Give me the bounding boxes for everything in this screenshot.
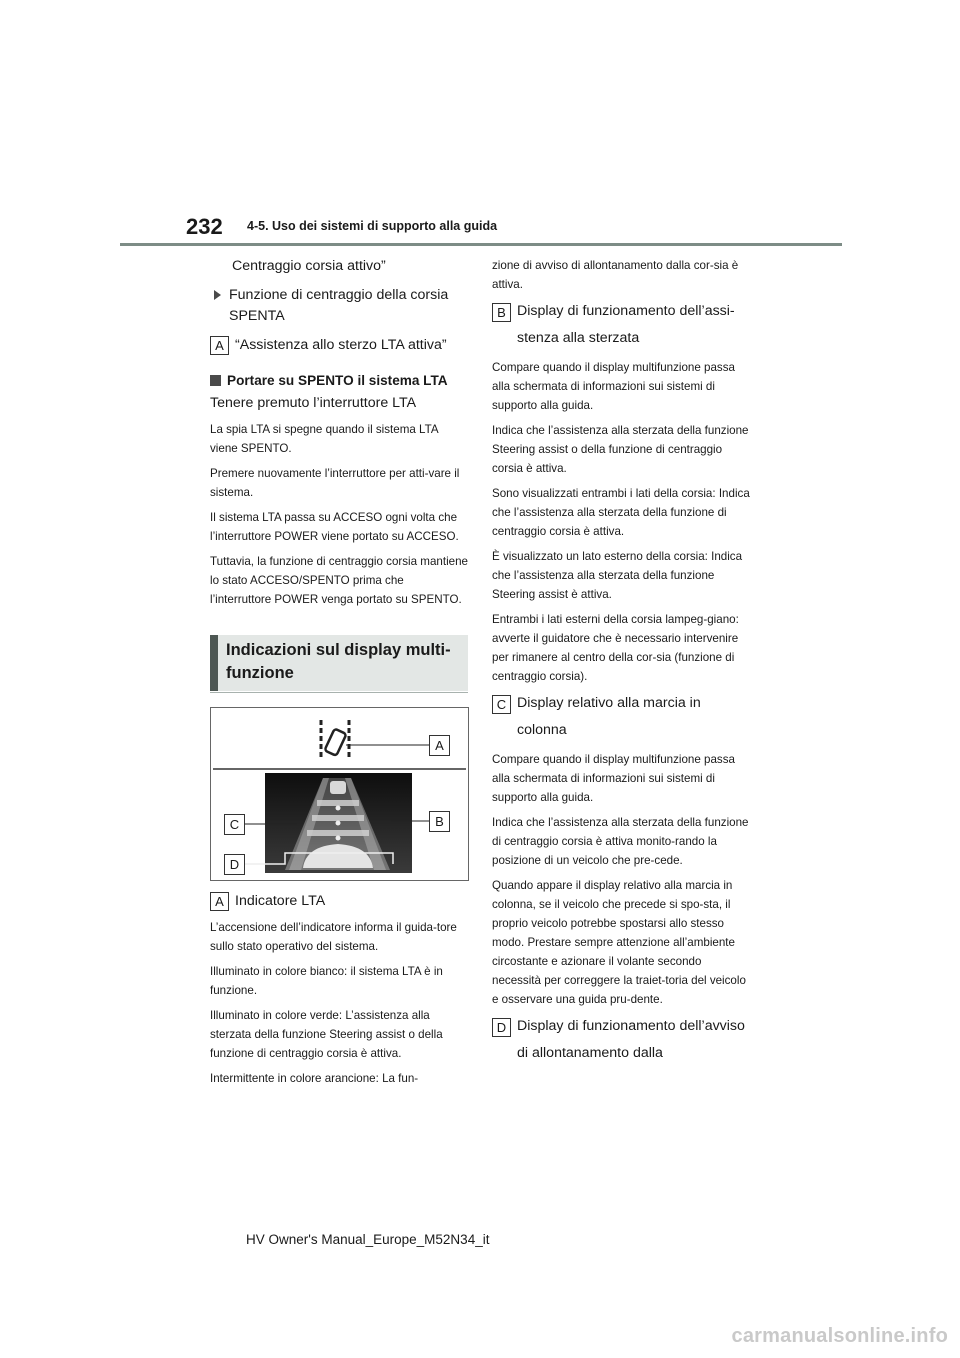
page-number: 232: [186, 214, 223, 239]
paragraph: L’accensione dell’indicatore informa il guida-tore sullo stato operativo del sistema.: [210, 921, 457, 953]
paragraph: Sono visualizzati entrambi i lati della corsia: Indica che l’assistenza alla sterzata della funzione di centraggio corsia è attiva.: [492, 487, 750, 538]
figure-label-a: A: [429, 735, 450, 756]
multi-info-display-illustration: [211, 708, 468, 880]
left-column: [210, 256, 468, 1094]
paragraph: Indica che l’assistenza alla sterzata della funzione di centraggio corsia è attiva monito-rando la posizione di un veicolo che pre-cede.: [492, 816, 749, 867]
continued-line: Centraggio corsia attivo”: [232, 258, 386, 274]
item-c-line: [492, 694, 752, 744]
label-b-box: B: [492, 303, 511, 322]
label-d-box: D: [492, 1018, 511, 1037]
indicator-title: Indicatore LTA: [235, 893, 326, 909]
square-bullet-icon: [210, 375, 221, 386]
label-a-box: A: [210, 892, 229, 911]
triangle-bullet-icon: [214, 290, 221, 300]
section-heading: Indicazioni sul display multi-funzione: [226, 641, 451, 682]
section-heading-box: [210, 635, 468, 691]
paragraph: Illuminato in colore verde: L’assistenza alla sterzata della funzione Steering assist o della funzione di centraggio corsia è attiva.: [210, 1009, 443, 1060]
figure-label-b: B: [429, 811, 450, 832]
label-a-box: A: [210, 336, 229, 355]
item-b-title: Display di funzionamento dell’assi-stenza alla sterzata: [517, 303, 735, 346]
paragraph: Il sistema LTA passa su ACCESO ogni volta che l’interruttore POWER viene portato su ACCESO.: [210, 511, 459, 543]
paragraph: Compare quando il display multifunzione passa alla schermata di informazioni sui sistemi di supporto alla guida.: [492, 753, 735, 804]
item-d-line: [492, 1017, 752, 1067]
paragraph: zione di avviso di allontanamento dalla cor-sia è attiva.: [492, 259, 739, 291]
display-figure: [210, 707, 469, 881]
hold-switch-text: Tenere premuto l’interruttore LTA: [210, 395, 417, 411]
indicator-title-line: [210, 891, 468, 912]
paragraph: Premere nuovamente l’interruttore per atti-vare il sistema.: [210, 467, 460, 499]
paragraph: Compare quando il display multifunzione passa alla schermata di informazioni sui sistemi di supporto alla guida.: [492, 361, 735, 412]
figure-label-c: C: [224, 814, 245, 835]
paragraph: È visualizzato un lato esterno della corsia: Indica che l’assistenza alla sterzata della funzione Steering assist è attiva.: [492, 550, 743, 601]
paragraph: Entrambi i lati esterni della corsia lampeg-giano: avverte il guidatore che è necessario intervenire per rimanere al centro della cor-sia (funzione di centraggio corsia).: [492, 613, 739, 683]
item-a-text: “Assistenza allo sterzo LTA attiva”: [235, 337, 447, 353]
paragraph: Intermittente in colore arancione: La fun-: [210, 1072, 419, 1085]
section-title: 4-5. Uso dei sistemi di supporto alla guida: [247, 219, 498, 233]
right-column: [492, 256, 752, 1073]
paragraph: Indica che l’assistenza alla sterzata della funzione Steering assist o della funzione di centraggio corsia è attiva.: [492, 424, 749, 475]
item-c-title: Display relativo alla marcia in colonna: [517, 695, 701, 738]
subheading-off: [210, 370, 468, 391]
figure-label-d: D: [224, 854, 245, 875]
subheading-text: Portare su SPENTO il sistema LTA: [227, 373, 448, 388]
paragraph: La spia LTA si spegne quando il sistema LTA viene SPENTO.: [210, 423, 438, 455]
lead-vehicle-icon: [330, 781, 346, 794]
footer-text: HV Owner's Manual_Europe_M52N34_it: [246, 1232, 490, 1247]
bullet-text: Funzione di centraggio della corsia SPENTA: [229, 287, 449, 324]
item-b-line: [492, 302, 752, 352]
lta-indicator-icon: [321, 720, 429, 760]
bullet-item: [210, 285, 468, 327]
item-a-line: [210, 335, 468, 356]
paragraph: Illuminato in colore bianco: il sistema LTA è in funzione.: [210, 965, 443, 997]
item-d-title: Display di funzionamento dell’avviso di allontanamento dalla: [517, 1018, 745, 1061]
header-rule: [120, 243, 842, 246]
paragraph: Quando appare il display relativo alla marcia in colonna, se il veicolo che precede si spo-sta, il proprio veicolo potrebbe spostarsi allo stesso modo. Prestare sempre attenzione all’ambiente circostante e azionare il volante secondo necessità per correggere la traiet-toria del veicolo e osservare una guida pru-dente.: [492, 879, 746, 1006]
section-heading-rule: [210, 692, 468, 693]
label-c-box: C: [492, 695, 511, 714]
paragraph: Tuttavia, la funzione di centraggio corsia mantiene lo stato ACCESO/SPENTO prima che l’interruttore POWER venga portato su SPENTO.: [210, 555, 469, 606]
watermark: carmanualsonline.info: [731, 1325, 948, 1347]
